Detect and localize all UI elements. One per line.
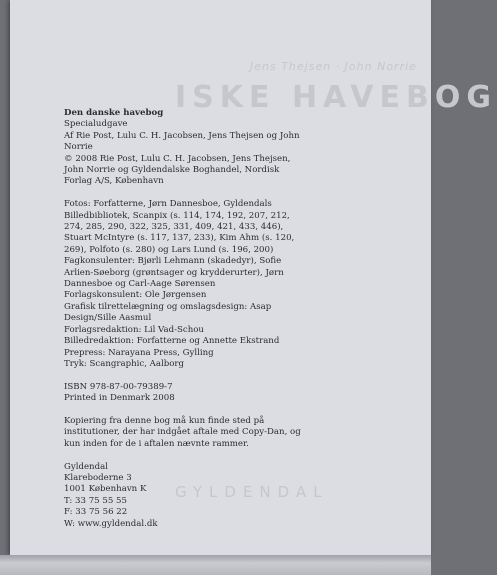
publisher-web: W: www.gyldendal.dk bbox=[64, 518, 158, 529]
publisher-name: Gyldendal bbox=[64, 461, 108, 472]
publisher-city: 1001 København K bbox=[64, 484, 147, 495]
consultants: Fagkonsulenter: Bjørli Lehmann (skadedyr), Sofie Arlien-Søeborg (grøntsager og krydderurter), Jørn Dannesboe og Carl-Aage Sørensen bbox=[64, 256, 284, 290]
book-page bbox=[10, 0, 497, 555]
printed-in: Printed in Denmark 2008 bbox=[64, 393, 175, 404]
prepress-credit: Prepress: Narayana Press, Gylling bbox=[64, 347, 214, 358]
publisher-phone: T: 33 75 55 55 bbox=[64, 495, 127, 506]
bleed-through-publisher: GYLDENDAL bbox=[175, 483, 329, 501]
copyright: © 2008 Rie Post, Lulu C. H. Jacobsen, Jens Thejsen, John Norrie og Gyldendalske Boghandel, Nordisk Forlag A/S, København bbox=[64, 153, 291, 187]
editor-credit: Forlagsredaktion: Lil Vad-Schou bbox=[64, 324, 204, 335]
colophon-text bbox=[64, 108, 304, 530]
design-credit: Grafisk tilrettelægning og omslagsdesign: Asap Design/Sille Aasmul bbox=[64, 301, 272, 324]
edition: Specialudgave bbox=[64, 119, 128, 130]
bleed-through-title: ISKE HAVEBOG bbox=[175, 80, 497, 115]
book-title: Den danske havebog bbox=[64, 108, 164, 118]
print-credit: Tryk: Scangraphic, Aalborg bbox=[64, 358, 185, 369]
publisher-street: Klareboderne 3 bbox=[64, 472, 132, 483]
authors: Af Rie Post, Lulu C. H. Jacobsen, Jens Thejsen og John Norrie bbox=[64, 130, 300, 153]
bleed-through-authors: Jens Thejsen · John Norrie bbox=[250, 60, 417, 73]
publisher-fax: F: 33 75 56 22 bbox=[64, 507, 128, 518]
copy-notice: Kopiering fra denne bog må kun finde sted på institutioner, der har indgået aftale med Copy-Dan, og kun inden for de i aftalen nævnte rammer. bbox=[64, 415, 301, 449]
publishing-consultant: Forlagskonsulent: Ole Jørgensen bbox=[64, 290, 207, 301]
picture-editor-credit: Billedredaktion: Forfatterne og Annette Ekstrand bbox=[64, 336, 280, 347]
isbn: ISBN 978-87-00-79389-7 bbox=[64, 381, 173, 392]
page-stack-edge bbox=[0, 555, 431, 575]
photo-credits: Fotos: Forfatterne, Jørn Dannesboe, Gyldendals Billedbibliotek, Scanpix (s. 114, 174, 192, 207, 212, 274, 285, 290, 322, 325, 331, 409, 421, 433, 446), Stuart McIntyre (s. 117, 137, 233), Kim Ahm (s. 120, 269), Polfoto (s. 280) og Lars Lund (s. 196, 200) bbox=[64, 199, 295, 255]
